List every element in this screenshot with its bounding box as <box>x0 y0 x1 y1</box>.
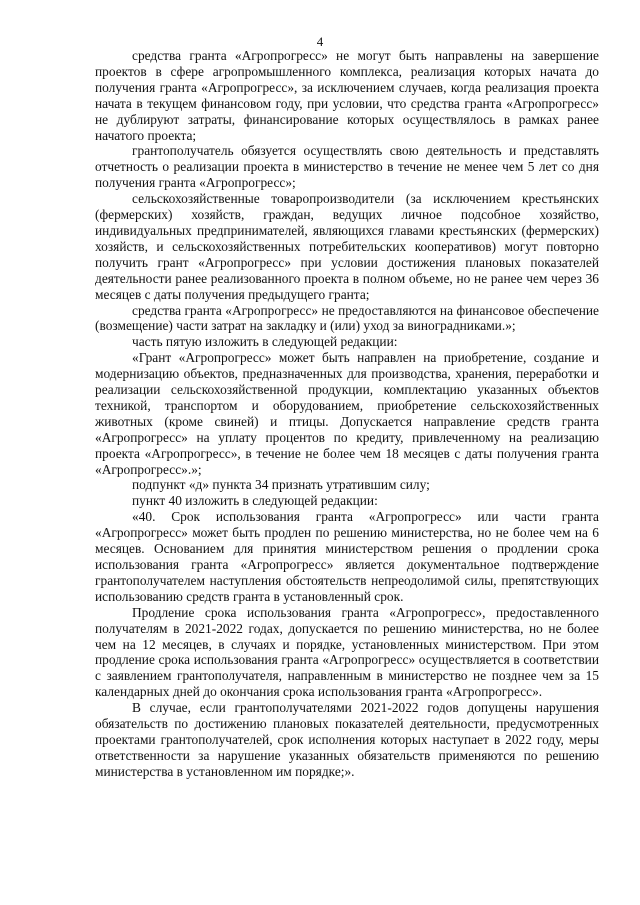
paragraph-1: средства гранта «Агропрогресс» не могут быть направлены на завершение проектов в сфере агропромышленного комплекса, реализация которых начата до получения гранта «Агропрогресс», за исключением случаев, когда реализация проекта начата в текущем финансовом году, при условии, что средства гранта «Агропрогресс» не дублируют затраты, финансирование которых осуществлялось в рамках ранее начатого проекта; <box>95 48 599 143</box>
paragraph-3: сельскохозяйственные товаропроизводители (за исключением крестьянских (фермерских) хозяйств, граждан, ведущих личное подсобное хозяйство, индивидуальных предпринимателей, являющихся главами крестьянских (фермерских) хозяйств, и сельскохозяйственных потребительских кооперативов) могут повторно получить грант «Агропрогресс» при условии достижения плановых показателей деятельности ранее реализованного проекта в полном объеме, но не ранее чем через 36 месяцев с даты получения предыдущего гранта; <box>95 191 599 302</box>
paragraph-9: «40. Срок использования гранта «Агропрогресс» или части гранта «Агропрогресс» может быть продлен по решению министерства, но не более чем на 6 месяцев. Основанием для принятия министерством решения о продлении срока использования гранта «Агропрогресс» является документальное подтверждение грантополучателем наступления обстоятельств непреодолимой силы, препятствующих использованию средств гранта в установленный срок. <box>95 509 599 604</box>
paragraph-11: В случае, если грантополучателями 2021-2022 годов допущены нарушения обязательств по достижению плановых показателей деятельности, предусмотренных проектами грантополучателей, срок исполнения которых наступает в 2022 году, меры ответственности за нарушение указанных обязательств применяются по решению министерства в установленном им порядке;». <box>95 700 599 779</box>
paragraph-2: грантополучатель обязуется осуществлять свою деятельность и представлять отчетность о реализации проекта в министерство в течение не менее чем 5 лет со дня получения гранта «Агропрогресс»; <box>95 143 599 191</box>
paragraph-8: пункт 40 изложить в следующей редакции: <box>132 493 378 509</box>
page-number: 4 <box>316 34 324 49</box>
paragraph-6: «Грант «Агропрогресс» может быть направлен на приобретение, создание и модернизацию объектов, предназначенных для производства, хранения, переработки и реализации сельскохозяйственной продукции, комплектацию указанных объектов техникой, транспортом и оборудованием, приобретение сельскохозяйственных животных (кроме свиней) и птицы. Допускается направление средств гранта «Агропрогресс» на уплату процентов по кредиту, привлеченному на реализацию проекта «Агропрогресс», в течение не более чем 18 месяцев с даты получения гранта «Агропрогресс».»; <box>95 350 599 477</box>
body-text <box>95 48 599 780</box>
paragraph-4: средства гранта «Агропрогресс» не предоставляются на финансовое обеспечение (возмещение) части затрат на закладку и (или) уход за виноградниками.»; <box>95 302 599 334</box>
paragraph-7: подпункт «д» пункта 34 признать утратившим силу; <box>132 477 430 493</box>
paragraph-5: часть пятую изложить в следующей редакции: <box>132 334 398 350</box>
paragraph-10: Продление срока использования гранта «Агропрогресс», предоставленного получателям в 2021-2022 годах, допускается по решению министерства, но не более чем на 12 месяцев, в случаях и порядке, установленных министерством. При этом продление срока использования гранта «Агропрогресс» осуществляется в соответствии с заявлением грантополучателя, направленным в министерство не позднее чем за 15 календарных дней до окончания срока использования гранта «Агропрогресс». <box>95 604 599 700</box>
